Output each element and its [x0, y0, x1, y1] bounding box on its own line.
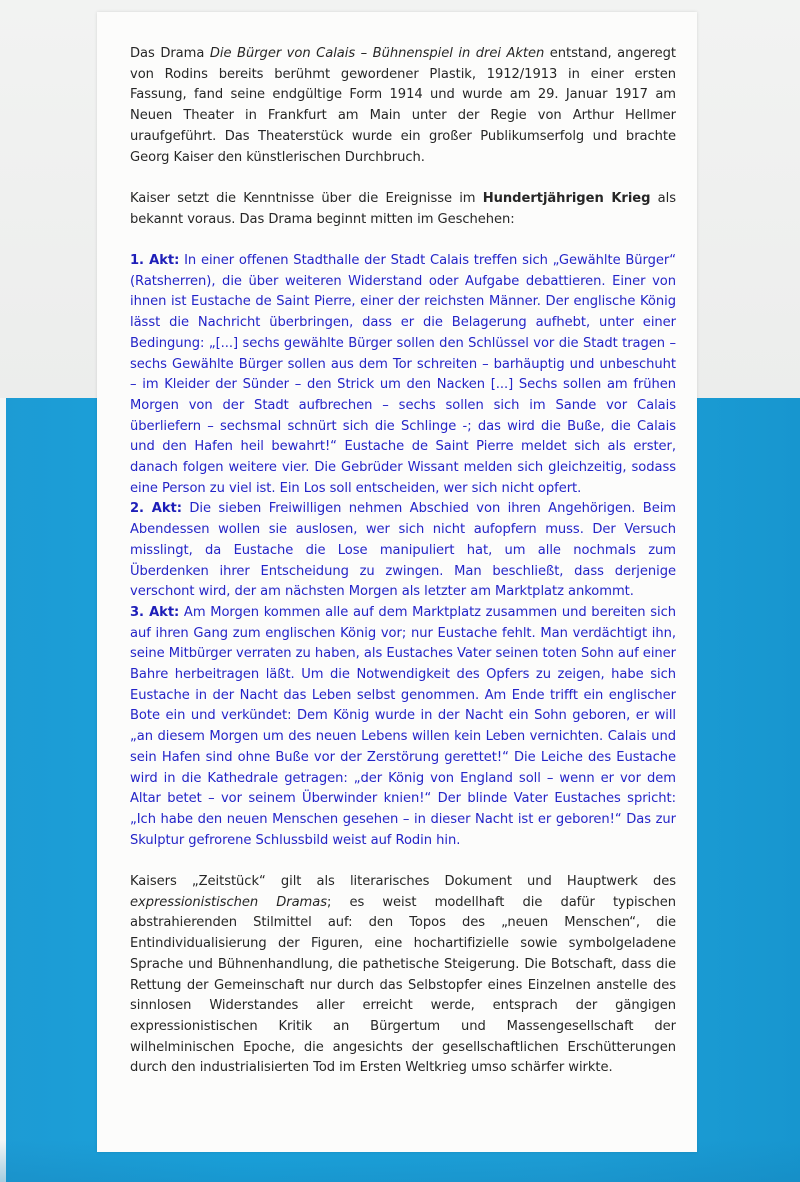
- background-sheet-edge: [0, 398, 6, 1182]
- act-2-text: Die sieben Freiwilligen nehmen Abschied von ihren Angehörigen. Beim Abendessen wollen sie auslosen, wer sich nicht aufopfern muss. Der Versuch misslingt, da Eustache die Lose manipuliert hat, um alle nochmals zum Überdenken ihrer Entscheidung zu zwingen. Man beschließt, dass derjenige verschont wird, der am nächsten Morgen als letzter am Marktplatz ankommt.: [130, 501, 676, 600]
- context-paragraph: [130, 189, 676, 230]
- intro-text-start: Das Drama: [130, 46, 210, 61]
- context-bold-term: Hundertjährigen Krieg: [482, 190, 651, 206]
- intro-text-end: entstand, angeregt von Rodins bereits berühmt gewordener Plastik, 1912/1913 in einer ersten Fassung, fand seine endgültige Form 1914 und wurde am 29. Januar 1917 am Neuen Theater in Frankfurt am Main unter der Regie von Arthur Hellmer uraufgeführt. Das Theaterstück wurde ein großer Publikumserfolg und brachte Georg Kaiser den künstlerischen Durchbruch.: [130, 46, 676, 165]
- intro-paragraph: [130, 44, 676, 168]
- context-text-end: als bekannt voraus. Das Drama beginnt mitten im Geschehen:: [130, 190, 676, 227]
- context-text-start: Kaiser setzt die Kenntnisse über die Ereignisse im: [130, 190, 483, 206]
- act-1-paragraph: [130, 251, 676, 499]
- conclusion-paragraph: [130, 872, 676, 1079]
- conclusion-italic-term: expressionistischen Dramas: [130, 894, 328, 910]
- conclusion-text-start: Kaisers „Zeitstück“ gilt als literarisches Dokument und Hauptwerk des: [130, 874, 676, 890]
- act-3-paragraph: [130, 603, 676, 851]
- act-1-text: In einer offenen Stadthalle der Stadt Calais treffen sich „Gewählte Bürger“ (Ratsherren), die über weiteren Widerstand oder Aufgabe debattieren. Einer von ihnen ist Eustache de Saint Pierre, einer der reichsten Männer. Der englische König lässt die Nachricht überbringen, dass er die Belagerung aufhebt, unter einer Bedingung: „[...] sechs gewählte Bürger sollen den Schlüssel vor die Stadt tragen – sechs Gewählte Bürger sollen aus dem Tor schreiten – barhäuptig und unbeschuht – im Kleider der Sünder – den Strick um den Nacken [...] Sechs sollen am frühen Morgen von der Stadt aufbrechen – sechs sollen sich im Sande vor Calais überliefern – sechsmal schnürt sich die Schlinge -; das wird die Buße, die Calais und den Hafen heil bewahrt!“ Eustache de Saint Pierre meldet sich als erster, danach folgen weitere vier. Die Gebrüder Wissant melden sich gleichzeitig, sodass eine Person zu viel ist. Ein Los soll entscheiden, wer sich nicht opfert.: [130, 253, 676, 496]
- document-text: [130, 44, 676, 1079]
- act-3-label: 3. Akt:: [130, 604, 180, 620]
- act-3-text: Am Morgen kommen alle auf dem Marktplatz zusammen und bereiten sich auf ihren Gang zum englischen König vor; nur Eustache fehlt. Man verdächtigt ihn, seine Mitbürger verraten zu haben, als Eustaches Vater seinen toten Sohn auf einer Bahre herbeitragen läßt. Um die Notwendigkeit des Opfers zu zeigen, habe sich Eustache in der Nacht das Leben selbst genommen. Am Ende trifft ein englischer Bote ein und verkündet: Dem König wurde in der Nacht ein Sohn geboren, er will „an diesem Morgen um des neuen Lebens willen kein Leben vernichten. Calais und sein Hafen sind ohne Buße vor der Zerstörung gerettet!“ Die Leiche des Eustache wird in die Kathedrale getragen: „der König von England soll – wenn er vor dem Altar betet – vor seinem Überwinder knien!“ Der blinde Vater Eustaches spricht: „Ich habe den neuen Menschen gesehen – in dieser Nacht ist er geboren!“ Das zur Skulptur gefrorene Schlussbild weist auf Rodin hin.: [130, 604, 676, 848]
- conclusion-text-end: ; es weist modellhaft die dafür typischen abstrahierenden Stilmittel auf: den Topos des „neuen Menschen“, die Entindividualisierung der Figuren, eine hochartifizielle sowie symbolgeladene Sprache und Bühnenhandlung, die pathetische Steigerung. Die Botschaft, dass die Rettung der Gemeinschaft nur durch das Selbstopfer eines Einzelnen anstelle des sinnlosen Widerstandes aller erreicht werde, entsprach der gängigen expressionistischen Kritik an Bürgertum und Massengesellschaft der wilhelminischen Epoche, die angesichts der gesellschaftlichen Erschütterungen durch den industrialisierten Tod im Ersten Weltkrieg umso schärfer wirkte.: [130, 894, 676, 1076]
- act-2-label: 2. Akt:: [130, 501, 182, 517]
- drama-title: Die Bürger von Calais – Bühnenspiel in drei Akten: [209, 46, 545, 61]
- act-2-paragraph: [130, 499, 676, 603]
- act-1-label: 1. Akt:: [130, 253, 180, 268]
